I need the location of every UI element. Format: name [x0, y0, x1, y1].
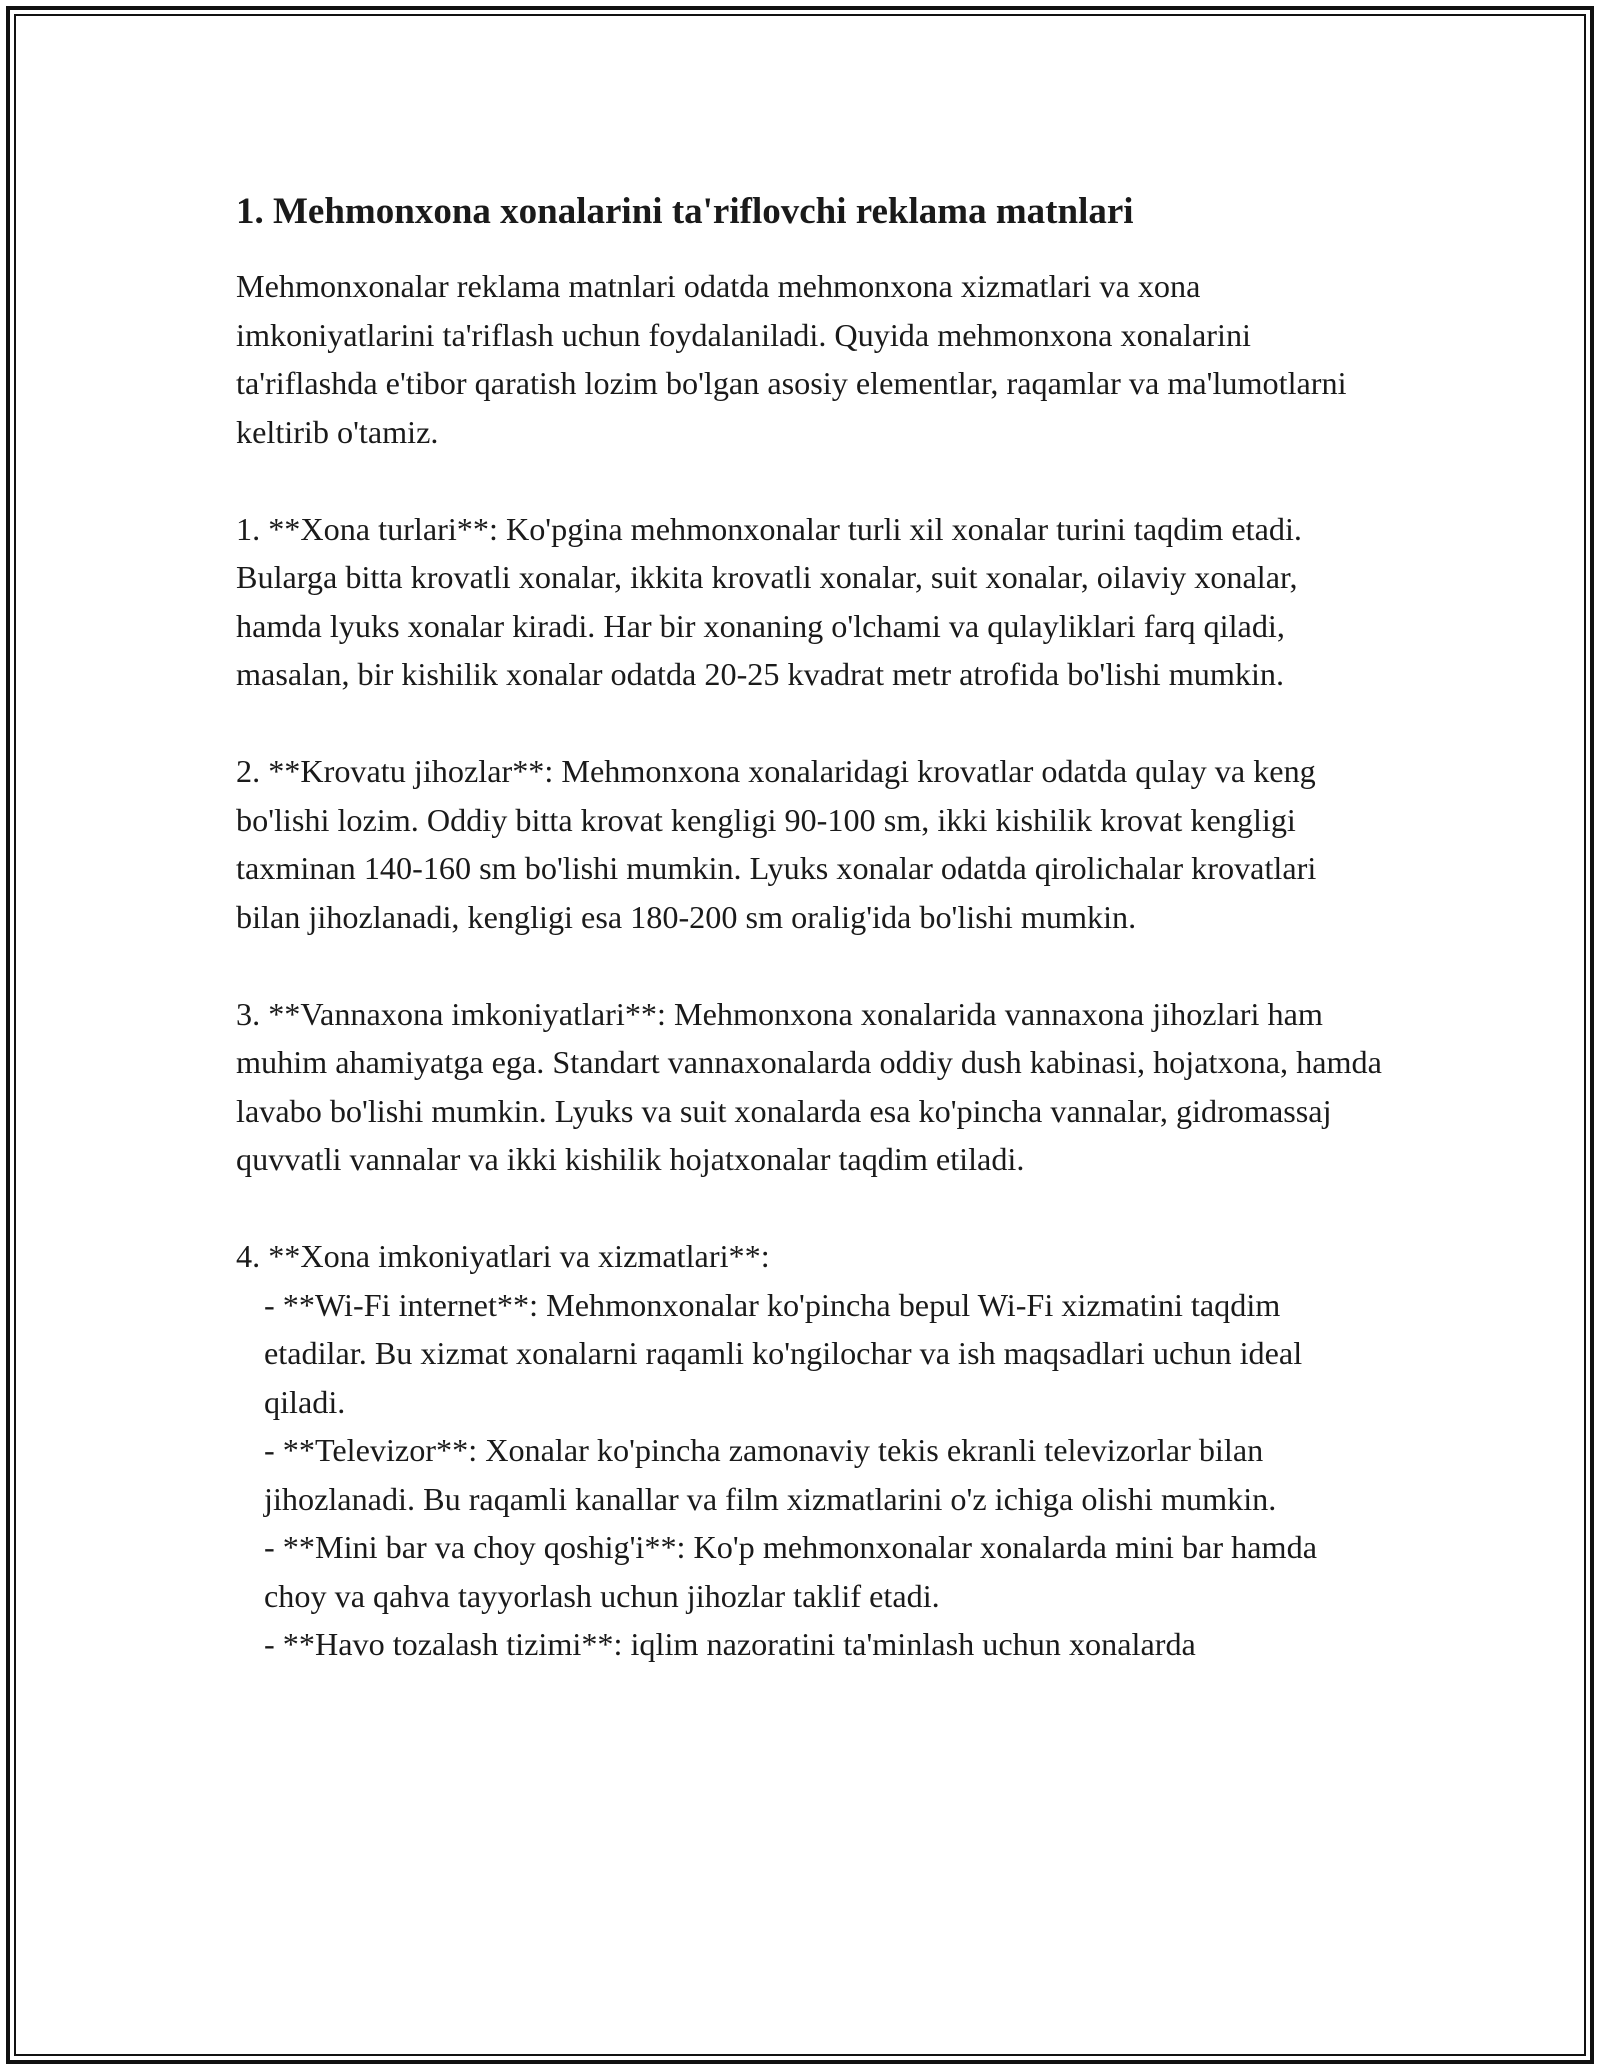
list-item-air: - **Havo tozalash tizimi**: iqlim nazoratini ta'minlash uchun xonalarda [264, 1626, 1196, 1662]
section-1-paragraph: 1. **Xona turlari**: Ko'pgina mehmonxonalar turli xil xonalar turini taqdim etadi. Bularga bitta krovatli xonalar, ikkita krovatli xonalar, suit xonalar, oilaviy xonalar, hamda lyuks xonalar kiradi. Har bir xonaning o'lchami va qulayliklari farq qiladi, masalan, bir kishilik xonalar odatda 20-25 kvadrat metr atrofida bo'lishi mumkin. [236, 510, 1302, 692]
section-4-heading: 4. **Xona imkoniyatlari va xizmatlari**: [236, 1238, 770, 1274]
section-3-paragraph: 3. **Vannaxona imkoniyatlari**: Mehmonxona xonalarida vannaxona jihozlari ham muhim ahamiyatga ega. Standart vannaxonalarda oddiy dush kabinasi, hojatxona, hamda lavabo bo'lishi mumkin. Lyuks va suit xonalarda esa ko'pincha vannalar, gidromassaj quvvatli vannalar va ikki kishilik hojatxonalar taqdim etiladi. [236, 995, 1382, 1177]
paragraph-gap [236, 699, 1386, 748]
document-title: 1. Mehmonxona xonalarini ta'riflovchi reklama matnlari [236, 191, 1134, 232]
list-item-tv: - **Televizor**: Xonalar ko'pincha zamonaviy tekis ekranli televizorlar bilan jihozlanadi. Bu raqamli kanallar va film xizmatlarini o'z ichiga olishi mumkin. [264, 1432, 1277, 1517]
paragraph-gap [236, 1184, 1386, 1233]
document-body [236, 186, 1386, 1669]
paragraph-gap [236, 456, 1386, 505]
section-2-paragraph: 2. **Krovatu jihozlar**: Mehmonxona xonalaridagi krovatlar odatda qulay va keng bo'lishi lozim. Oddiy bitta krovat kengligi 90-100 sm, ikki kishilik krovat kengligi taxminan 140-160 sm bo'lishi mumkin. Lyuks xonalar odatda qirolichalar krovatlari bilan jihozlanadi, kengligi esa 180-200 sm oralig'ida bo'lishi mumkin. [236, 753, 1317, 935]
paragraph-gap [236, 941, 1386, 990]
intro-paragraph: Mehmonxonalar reklama matnlari odatda mehmonxona xizmatlari va xona imkoniyatlarini ta'riflash uchun foydalaniladi. Quyida mehmonxona xonalarini ta'riflashda e'tibor qaratish lozim bo'lgan asosiy elementlar, raqamlar va ma'lumotlarni keltirib o'tamiz. [236, 268, 1347, 450]
list-item-minibar: - **Mini bar va choy qoshig'i**: Ko'p mehmonxonalar xonalarda mini bar hamda choy va qahva tayyorlash uchun jihozlar taklif etadi. [264, 1529, 1317, 1614]
list-item-wifi: - **Wi-Fi internet**: Mehmonxonalar ko'pincha bepul Wi-Fi xizmatini taqdim etadilar. Bu xizmat xonalarni raqamli ko'ngilochar va ish maqsadlari uchun ideal qiladi. [264, 1286, 1303, 1420]
